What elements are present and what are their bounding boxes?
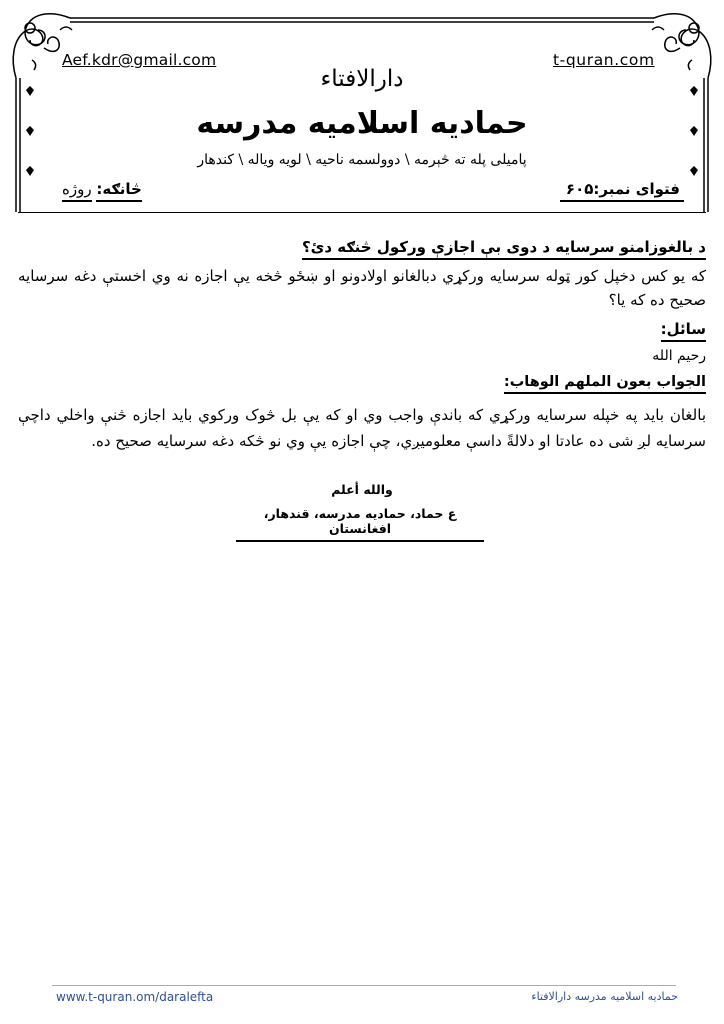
footer-text: حمادیه اسلامیه مدرسه دارالافتاء: [531, 990, 678, 1003]
madrasa-title: حمادیه اسلامیه مدرسه: [196, 106, 528, 141]
asker-label: سائل:: [661, 320, 706, 342]
header-email[interactable]: Aef.kdr@gmail.com: [62, 51, 217, 69]
answer-body: بالغان باید په خپله سرسایه ورکړي که باندې واجب وي او که یې بل څوک ورکوي باید اجازه څنې واخلي داچې سرسایه لږ شی ده عادتا او دلالةً داسې معلومیږي، چې اجازه یې وي نو څکه دغه سرسایه صحیح ده.: [18, 406, 706, 450]
answer-title: الجواب بعون الملهم الوهاب:: [504, 374, 706, 394]
asker-name: رحیم الله: [652, 348, 706, 364]
fatwa-number: فتوای نمبر:۶۰۵: [560, 180, 684, 202]
footer-divider: [52, 985, 676, 986]
address-line: پامیلی پله ته څېرمه \ دوولسمه ناحیه \ لویه ویاله \ کندهار: [197, 152, 527, 168]
allahu-alam: والله أعلم: [331, 482, 393, 497]
dar-ul-ifta-title: دارالافتاء: [320, 66, 404, 92]
question-body: که یو کس دخپل کور ټوله سرسایه ورکړي دبالغانو اولادونو او ښځو څخه یې اجازه نه وي اخستې دغه سرسایه صحیح ده که یا؟: [18, 267, 706, 309]
chapter-field: [56, 180, 142, 198]
chapter-value: روژه: [62, 180, 92, 202]
signature: ع حماد، حمادیه مدرسه، قندهار، افغانستان: [236, 506, 484, 542]
header-website[interactable]: t-quran.com: [553, 51, 655, 69]
header-divider: [18, 212, 706, 213]
chapter-label: څانګه:: [96, 180, 141, 202]
footer-url[interactable]: www.t-quran.om/daralefta: [56, 990, 214, 1004]
question-title: د بالغوزامنو سرسایه د دوی بې اجازې ورکول څنګه دئ؟: [302, 238, 706, 260]
